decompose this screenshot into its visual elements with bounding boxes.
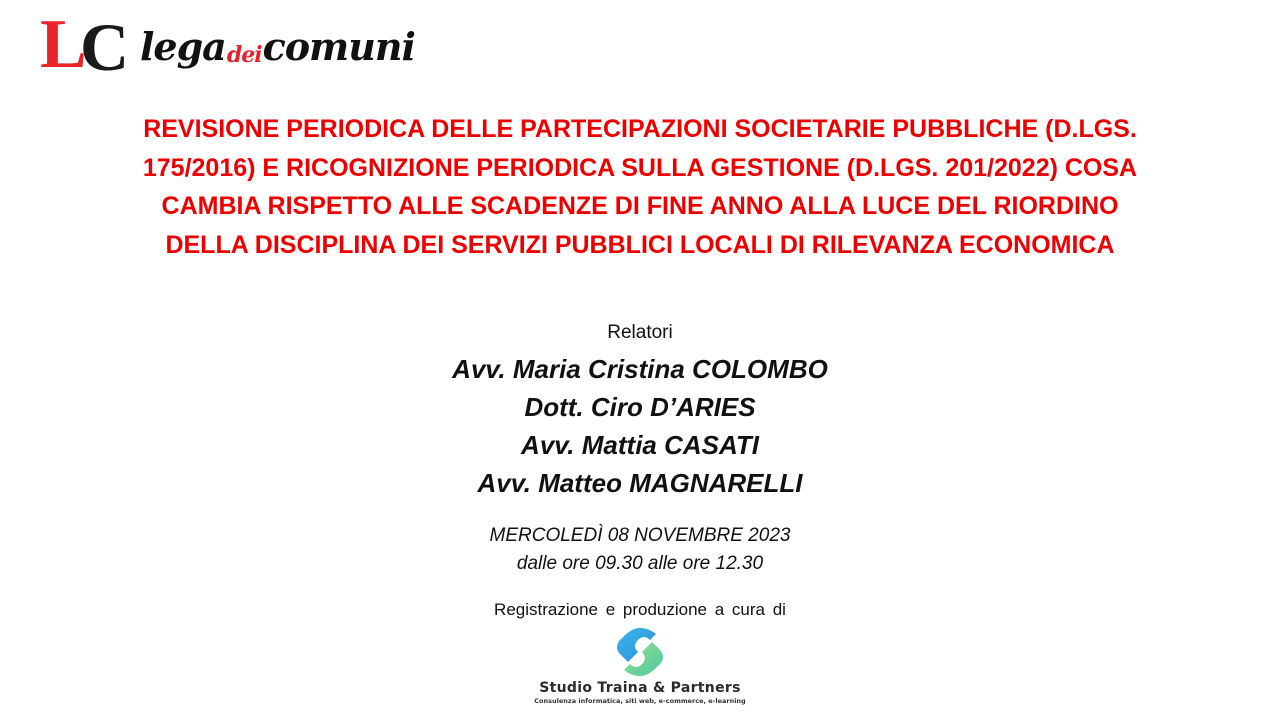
speaker-name: Dott. Ciro D’ARIES: [524, 392, 756, 422]
webinar-title: REVISIONE PERIODICA DELLE PARTECIPAZIONI SOCIETARIE PUBBLICHE (D.LGS. 175/2016) E RICOGNIZIONE PERIODICA SULLA GESTIONE (D.LGS. 201/2022) COSA CAMBIA RISPETTO ALLE SCADENZE DI FINE ANNO ALLA LUCE DEL RIORDINO DELLA DISCIPLINA DEI SERVIZI PUBBLICI LOCALI DI RILEVANZA ECONOMICA: [142, 115, 1138, 259]
logo-wordmark: [140, 22, 415, 78]
lega-dei-comuni-logo: [40, 6, 440, 85]
speakers-label: Relatori: [607, 322, 673, 343]
studio-traina-logo: [0, 626, 1280, 705]
studio-name: Studio Traina & Partners: [539, 680, 741, 696]
event-schedule: [0, 522, 1280, 578]
production-credits: Registrazione e produzione a cura di: [494, 600, 786, 619]
lc-logo-mark: [40, 6, 136, 85]
logo-mark-c: C: [80, 9, 130, 85]
speaker-name: Avv. Mattia CASATI: [521, 430, 759, 460]
studio-tagline: Consulenza informatica, siti web, e-commerce, e-learning: [534, 697, 746, 705]
logo-word-lega: lega: [140, 24, 226, 69]
logo-word-comuni: comuni: [262, 24, 415, 69]
logo-mark-l: L: [40, 6, 81, 83]
logo-word-dei: dei: [226, 42, 262, 68]
event-time: dalle ore 09.30 alle ore 12.30: [516, 553, 764, 574]
speaker-name: Avv. Maria Cristina COLOMBO: [452, 354, 828, 384]
studio-traina-logo-icon: [614, 626, 666, 678]
event-date: MERCOLEDÌ 08 NOVEMBRE 2023: [489, 525, 791, 546]
speakers-list: [0, 350, 1280, 502]
speaker-name: Avv. Matteo MAGNARELLI: [477, 468, 803, 498]
